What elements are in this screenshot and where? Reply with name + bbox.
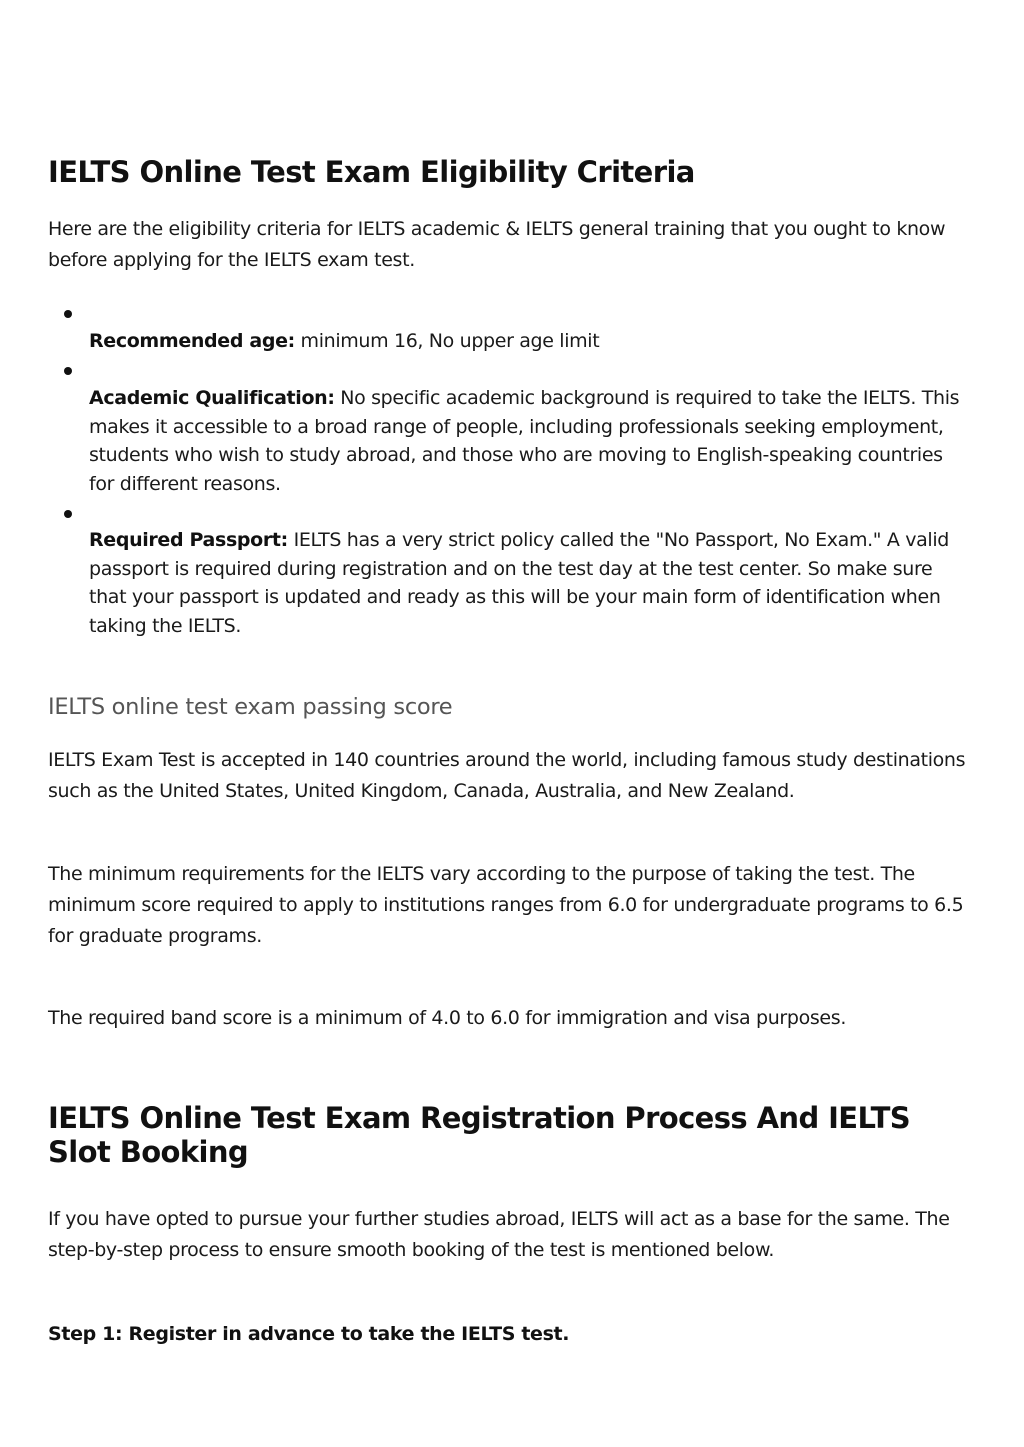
bullet-icon (64, 367, 72, 375)
criteria-label: Academic Qualification: (89, 387, 335, 409)
registration-heading: IELTS Online Test Exam Registration Process And IELTS Slot Booking (48, 1101, 911, 1169)
criteria-label: Recommended age: (89, 330, 295, 352)
bullet-icon (64, 310, 72, 318)
criteria-text: IELTS has a very strict policy called the "No Passport, No Exam." A valid passport is required during registration and on the test day at the test center. So make sure that your passport is updated and ready as this will be your main form of identification when taking the IELTS. (89, 529, 949, 637)
criteria-label: Required Passport: (89, 529, 288, 551)
criteria-academic (89, 384, 969, 498)
criteria-age (89, 327, 969, 356)
eligibility-heading: IELTS Online Test Exam Eligibility Criteria (48, 155, 695, 189)
criteria-passport (89, 526, 969, 640)
passing-score-paragraph-1: IELTS Exam Test is accepted in 140 countries around the world, including famous study destinations such as the United States, United Kingdom, Canada, Australia, and New Zealand. (48, 749, 966, 802)
passing-score-heading: IELTS online test exam passing score (48, 694, 453, 720)
criteria-text: minimum 16, No upper age limit (294, 330, 600, 352)
step-1-heading: Step 1: Register in advance to take the IELTS test. (48, 1323, 570, 1345)
eligibility-intro: Here are the eligibility criteria for IELTS academic & IELTS general training that you ought to know before applying for the IELTS exam test. (48, 218, 946, 271)
registration-intro: If you have opted to pursue your further studies abroad, IELTS will act as a base for the same. The step-by-step process to ensure smooth booking of the test is mentioned below. (48, 1208, 950, 1261)
passing-score-paragraph-2: The minimum requirements for the IELTS vary according to the purpose of taking the test. The minimum score required to apply to institutions ranges from 6.0 for undergraduate programs to 6.5 for graduate programs. (48, 863, 964, 947)
passing-score-paragraph-3: The required band score is a minimum of 4.0 to 6.0 for immigration and visa purposes. (48, 1007, 847, 1029)
bullet-icon (64, 510, 72, 518)
criteria-text: No specific academic background is required to take the IELTS. This makes it accessible to a broad range of people, including professionals seeking employment, students who wish to study abroad, and those who are moving to English-speaking countries for different reasons. (89, 387, 960, 495)
